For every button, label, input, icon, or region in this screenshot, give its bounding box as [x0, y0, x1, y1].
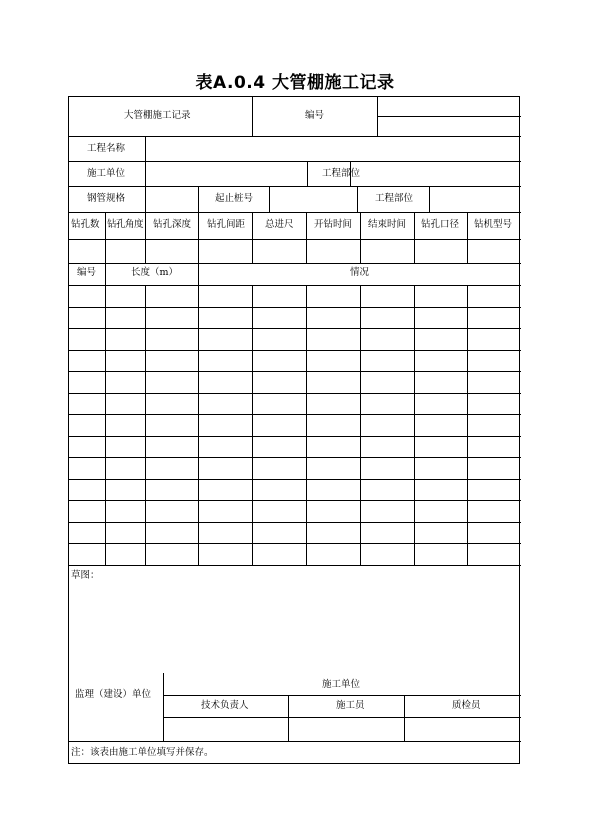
col-divider	[105, 212, 106, 263]
project-name-label: 工程名称	[87, 143, 126, 154]
row-divider	[163, 717, 521, 718]
col-divider	[145, 285, 146, 565]
row-divider	[69, 212, 521, 213]
col-divider	[467, 285, 468, 565]
constructor-label: 施工员	[336, 700, 365, 711]
header-rig-model: 钻机型号	[474, 219, 513, 230]
col-divider	[145, 136, 146, 186]
row-divider	[69, 186, 521, 187]
detail-row-line	[69, 479, 521, 480]
project-part-label: 工程部位	[322, 168, 361, 179]
record-name-label: 大管棚施工记录	[124, 110, 191, 121]
detail-row-line	[69, 543, 521, 544]
row-divider	[69, 285, 521, 286]
col-divider	[198, 212, 199, 263]
detail-row-line	[69, 350, 521, 351]
detail-no-header: 编号	[77, 267, 97, 278]
col-divider	[306, 212, 307, 263]
detail-situation-header: 情况	[350, 267, 370, 278]
col-divider	[429, 186, 430, 212]
row-divider	[69, 161, 521, 162]
row-divider	[69, 136, 521, 137]
header-drill-angle: 钻孔角度	[107, 219, 144, 230]
construction-unit-label: 施工单位	[87, 168, 126, 179]
detail-row-line	[69, 457, 521, 458]
col-divider	[252, 212, 253, 263]
inspector-label: 质检员	[452, 700, 481, 711]
header-end-time: 结束时间	[368, 219, 407, 230]
row-divider	[69, 239, 521, 240]
header-start-time: 开钻时间	[314, 219, 353, 230]
detail-length-header: 长度（m）	[131, 267, 179, 278]
supervision-unit-label: 监理（建设）单位	[75, 689, 152, 700]
col-divider	[404, 695, 405, 741]
col-divider	[269, 186, 270, 212]
detail-row-line	[69, 500, 521, 501]
detail-row-line	[69, 414, 521, 415]
header-drill-spacing: 钻孔间距	[207, 219, 246, 230]
footer-note: 注：该表由施工单位填写并保存。	[71, 747, 214, 758]
detail-row-line	[69, 307, 521, 308]
col-divider	[414, 212, 415, 263]
col-divider	[307, 161, 308, 186]
signature-construction-unit-label: 施工单位	[322, 679, 361, 690]
col-divider	[145, 186, 146, 212]
col-divider	[414, 285, 415, 565]
detail-row-line	[69, 522, 521, 523]
row-divider	[163, 695, 521, 696]
detail-row-line	[69, 436, 521, 437]
row-divider	[377, 116, 521, 117]
col-divider	[306, 285, 307, 565]
detail-row-line	[69, 393, 521, 394]
header-drill-count: 钻孔数	[71, 219, 100, 230]
detail-row-line	[69, 328, 521, 329]
detail-row-line	[69, 371, 521, 372]
record-form-table	[68, 96, 520, 764]
start-end-station-label: 起止桩号	[215, 193, 254, 204]
col-divider	[360, 285, 361, 565]
page-title: 表A.0.4 大管棚施工记录	[195, 73, 395, 93]
serial-number-label: 编号	[305, 110, 325, 121]
tech-lead-label: 技术负责人	[201, 700, 249, 711]
row-divider	[69, 263, 521, 264]
header-total-footage: 总进尺	[265, 219, 294, 230]
col-divider	[145, 212, 146, 263]
col-divider	[198, 186, 199, 212]
header-drill-diameter: 钻孔口径	[421, 219, 460, 230]
col-divider	[288, 695, 289, 741]
col-divider	[377, 97, 378, 136]
col-divider	[357, 186, 358, 212]
project-part-label-2: 工程部位	[375, 193, 414, 204]
col-divider	[252, 285, 253, 565]
sketch-label: 草图：	[71, 570, 100, 581]
header-drill-depth: 钻孔深度	[153, 219, 192, 230]
row-divider	[69, 741, 521, 742]
detail-row-line	[69, 565, 521, 566]
steel-pipe-spec-label: 钢管规格	[87, 193, 126, 204]
col-divider	[467, 212, 468, 263]
col-divider	[360, 212, 361, 263]
col-divider	[163, 673, 164, 741]
col-divider	[252, 97, 253, 136]
